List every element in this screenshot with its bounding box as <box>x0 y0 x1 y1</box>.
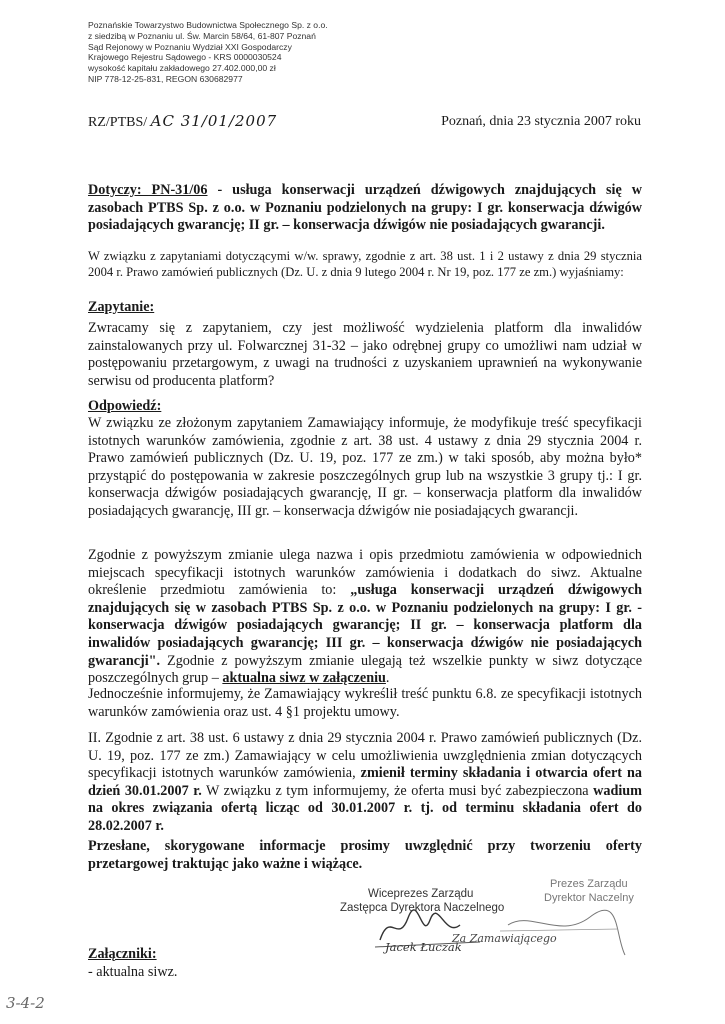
stamp-right <box>508 877 634 905</box>
header-line: NIP 778-12-25-831, REGON 630682977 <box>88 73 243 84</box>
answer-paragraph-1: W związku ze złożonym zapytaniem Zamawiający informuje, że modyfikuje treść specyfikacji istotnych warunków zamówienia, zgodnie z art. 38 ust. 4 ustawy z dnia 29 stycznia 2004 r. Prawo zamówień publicznych (Dz. U. 19, poz. 177 ze zm.) w taki sposób, aby można było* przystąpić do postępowania w zakresie poszczególnych grup lub na wszystkie 3 grupy tj.: I gr. konserwacja dźwigów posiadających gwarancję, II gr. – konserwacja platform dla inwalidów posiadających gwarancję, III gr. – konserwacja dźwigów nie posiadających gwarancji. <box>88 415 642 519</box>
stamp-right-line2: Dyrektor Naczelny <box>544 892 634 904</box>
answer-heading <box>88 398 642 416</box>
p4-text-a: II. Zgodnie z art. 38 ust. 6 ustawy z dnia 29 stycznia 2004 r. Prawo zamówień publicznych (Dz. U. 19, poz. 177 ze zm.) Zamawiający w celu umożliwienia uwzględnienia zmian dotyczących specyfikacji istotnych warunków zamówienia, <box>88 730 642 782</box>
company-header <box>88 20 328 85</box>
answer-p2-bold: „usługa konserwacji urządzeń dźwigowych znajdujących się w zasobach PTBS Sp. z o.o. w Poznaniu podzielonych na grupy: I gr. - konserwacja dźwigów posiadających gwarancję; II gr. – konserwacja platform dla inwalidów posiadających gwarancję; III gr. – konserwacja dźwigów nie posiadających gwarancji". <box>88 582 642 669</box>
header-line: z siedzibą w Poznaniu ul. Św. Marcin 58/64, 61-807 Poznań <box>88 30 316 41</box>
signature-name: Jacek Łuczak <box>385 940 462 954</box>
stamp-left-line1: Wiceprezes Zarządu <box>368 888 474 900</box>
document-date: Poznań, dnia 23 stycznia 2007 roku <box>441 114 641 129</box>
answer-paragraph-2 <box>88 547 642 688</box>
header-line: Poznańskie Towarzystwo Budownictwa Społecznego Sp. z o.o. <box>88 20 328 30</box>
subject-paragraph <box>88 182 642 235</box>
header-line: Sąd Rejonowy w Poznaniu Wydział XXI Gospodarczy <box>88 41 292 52</box>
closing-paragraph: Przesłane, skorygowane informacje prosimy uwzględnić przy tworzeniu oferty przetargowej traktując jako ważne i wiążące. <box>88 838 642 872</box>
page-mark: 3-4-2 <box>6 994 45 1012</box>
stamp-left-line2: Zastępca Dyrektora Naczelnego <box>340 902 505 914</box>
answer-p2-text: Zgodnie z powyższym zmianie ulega nazwa i opis przedmiotu zamówienia w odpowiednich miejscach specyfikacji istotnych warunków zamówienia i dodatkach do siwz. Aktualne określenie przedmiotu zamówienia to: <box>88 547 642 599</box>
header-line: Krajowego Rejestru Sądowego - KRS 0000030524 <box>88 52 282 63</box>
p4-bold-b: zmienił terminy składania i otwarcia ofert na dzień 30.01.2007 r. <box>88 765 642 799</box>
intro-paragraph: W związku z zapytaniami dotyczącymi w/w. sprawy, zgodnie z art. 38 ust. 1 i 2 ustawy z dnia 29 stycznia 2004 r. Prawo zamówień publicznych (Dz. U. z dnia 9 lutego 2004 r. Nr 19, poz. 177 ze zm.) wyjaśniamy: <box>88 249 642 280</box>
subject-label: Dotyczy: PN-31/06 <box>88 182 208 198</box>
question-heading-text: Zapytanie: <box>88 299 155 315</box>
paragraph-4 <box>88 730 642 836</box>
attachments-item: - aktualna siwz. <box>88 964 178 980</box>
answer-p2-text-2: Zgodnie z powyższym zmianie ulegają też wszelkie punkty w siwz dotyczące poszczególnych grup – <box>88 652 642 687</box>
answer-heading-text: Odpowiedź: <box>88 398 162 414</box>
question-text: Zwracamy się z zapytaniem, czy jest możliwość wydzielenia platform dla inwalidów zainstalowanych przy ul. Folwarcznej 31-32 – jako odrębnej grupy co umożliwi nam udział w postępowaniu przetargowym, z uwagi na trudności z uzyskaniem uprawnień na wykonywanie serwisu od producenta platform? <box>88 320 642 389</box>
p4-text-c: W związku z tym informujemy, że oferta musi być zabezpieczona <box>201 782 594 799</box>
attachments-heading-text: Załączniki: <box>88 946 157 962</box>
subject-text: - usługa konserwacji urządzeń dźwigowych znajdujących się w zasobach PTBS Sp. z o.o. w Poznaniu podzielonych na grupy: I gr. konserwacja dźwigów posiadających gwarancję; II gr. – konserwacja dźwigów nie posiadających gwarancji. <box>88 182 642 234</box>
stamp-right-line3: Za Zamawiającego <box>452 932 557 945</box>
attachments-heading <box>88 946 642 964</box>
attachment-note: aktualna siwz w załączeniu <box>222 670 386 687</box>
reference-number <box>88 112 277 131</box>
reference-prefix: RZ/PTBS/ <box>88 115 148 130</box>
header-line: wysokość kapitału zakładowego 27.402.000,00 zł <box>88 63 276 74</box>
p4-bold-d: wadium na okres związania ofertą licząc od 30.01.2007 r. tj. od terminu składania ofert do 28.02.2007 r. <box>88 782 643 834</box>
question-heading <box>88 299 642 317</box>
paragraph-3: Jednocześnie informujemy, że Zamawiający wykreślił treść punktu 6.8. ze specyfikacji istotnych warunków zamówienia oraz ust. 4 §1 projektu umowy. <box>88 686 642 720</box>
reference-handwritten: AC 31/01/2007 <box>150 112 278 130</box>
answer-p2-end: . <box>385 670 390 687</box>
stamp-right-line1: Prezes Zarządu <box>550 878 628 890</box>
